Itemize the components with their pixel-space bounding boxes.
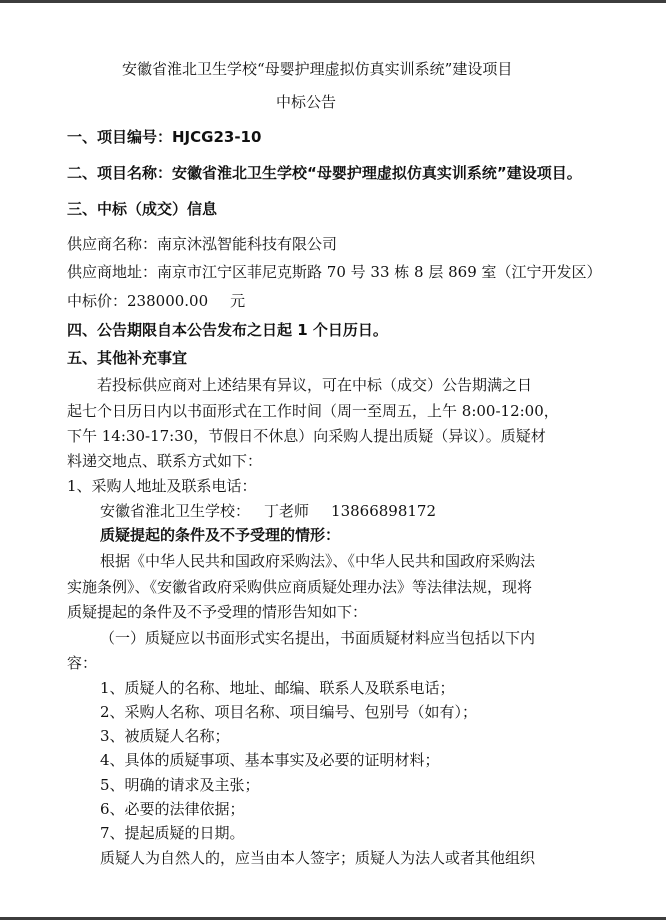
paragraph-objection-line-4: 料递交地点、联系方式如下： xyxy=(67,452,263,470)
supplier-address-label: 供应商地址： xyxy=(67,263,158,281)
contact-heading: 1、采购人地址及联系电话： xyxy=(67,477,257,495)
supplier-name-value: 南京沐泓智能科技有限公司 xyxy=(157,235,338,253)
paragraph-requirement-line-2: 容： xyxy=(67,654,98,672)
page-top-edge xyxy=(0,0,666,3)
supplier-address-value: 南京市江宁区菲尼克斯路 70 号 33 栋 8 层 869 室（江宁开发区） xyxy=(157,263,602,281)
requirement-item-4: 4、具体的质疑事项、基本事实及必要的证明材料； xyxy=(100,751,440,769)
section-project-name: 二、项目名称：安徽省淮北卫生学校“母婴护理虚拟仿真实训系统”建设项目。 xyxy=(67,164,582,182)
section-notice-period: 四、公告期限自本公告发布之日起 1 个日历日。 xyxy=(67,321,388,339)
contact-org: 安徽省淮北卫生学校： xyxy=(100,502,251,520)
supplier-name-row xyxy=(67,234,337,254)
requirement-item-6: 6、必要的法律依据； xyxy=(100,800,245,818)
conditions-heading: 质疑提起的条件及不予受理的情形： xyxy=(100,526,341,544)
supplier-name-label: 供应商名称： xyxy=(67,235,158,253)
requirement-item-3: 3、被质疑人名称； xyxy=(100,727,230,745)
section-project-number: 一、项目编号：HJCG23-10 xyxy=(67,128,262,146)
requirement-item-1: 1、质疑人的名称、地址、邮编、联系人及联系电话； xyxy=(100,679,455,697)
section-other-matters: 五、其他补充事宜 xyxy=(67,349,188,367)
price-value: 238000.00 xyxy=(127,292,209,310)
document-subtitle: 中标公告 xyxy=(276,93,337,111)
paragraph-basis-line-3: 质疑提起的条件及不予受理的情形告知如下： xyxy=(67,603,368,621)
paragraph-signature-line-1: 质疑人为自然人的，应当由本人签字；质疑人为法人或者其他组织 xyxy=(100,849,536,867)
contact-phone: 13866898172 xyxy=(331,502,437,520)
paragraph-objection-line-3: 下午 14:30-17:30，节假日不休息）向采购人提出质疑（异议）。质疑材 xyxy=(67,427,546,445)
requirement-item-2: 2、采购人名称、项目名称、项目编号、包别号（如有）； xyxy=(100,703,478,721)
paragraph-objection-line-2: 起七个日历日内以书面形式在工作时间（周一至周五，上午 8:00-12:00， xyxy=(67,402,559,420)
contact-person: 丁老师 xyxy=(264,502,310,520)
contact-row xyxy=(100,501,436,521)
section-award-info: 三、中标（成交）信息 xyxy=(67,200,218,218)
price-label: 中标价： xyxy=(67,292,128,310)
price-unit: 元 xyxy=(230,292,246,310)
paragraph-basis-line-1: 根据《中华人民共和国政府采购法》、《中华人民共和国政府采购法 xyxy=(100,552,536,570)
requirement-item-7: 7、提起质疑的日期。 xyxy=(100,824,245,842)
paragraph-objection-line-1: 若投标供应商对上述结果有异议，可在中标（成交）公告期满之日 xyxy=(97,376,533,394)
paragraph-requirement-line-1: （一）质疑应以书面形式实名提出，书面质疑材料应当包括以下内 xyxy=(100,629,536,647)
supplier-address-row xyxy=(67,262,602,282)
paragraph-basis-line-2: 实施条例》、《安徽省政府采购供应商质疑处理办法》等法律法规，现将 xyxy=(67,578,533,596)
requirement-item-5: 5、明确的请求及主张； xyxy=(100,776,260,794)
price-row xyxy=(67,291,245,311)
document-title: 安徽省淮北卫生学校“母婴护理虚拟仿真实训系统”建设项目 xyxy=(122,60,513,78)
